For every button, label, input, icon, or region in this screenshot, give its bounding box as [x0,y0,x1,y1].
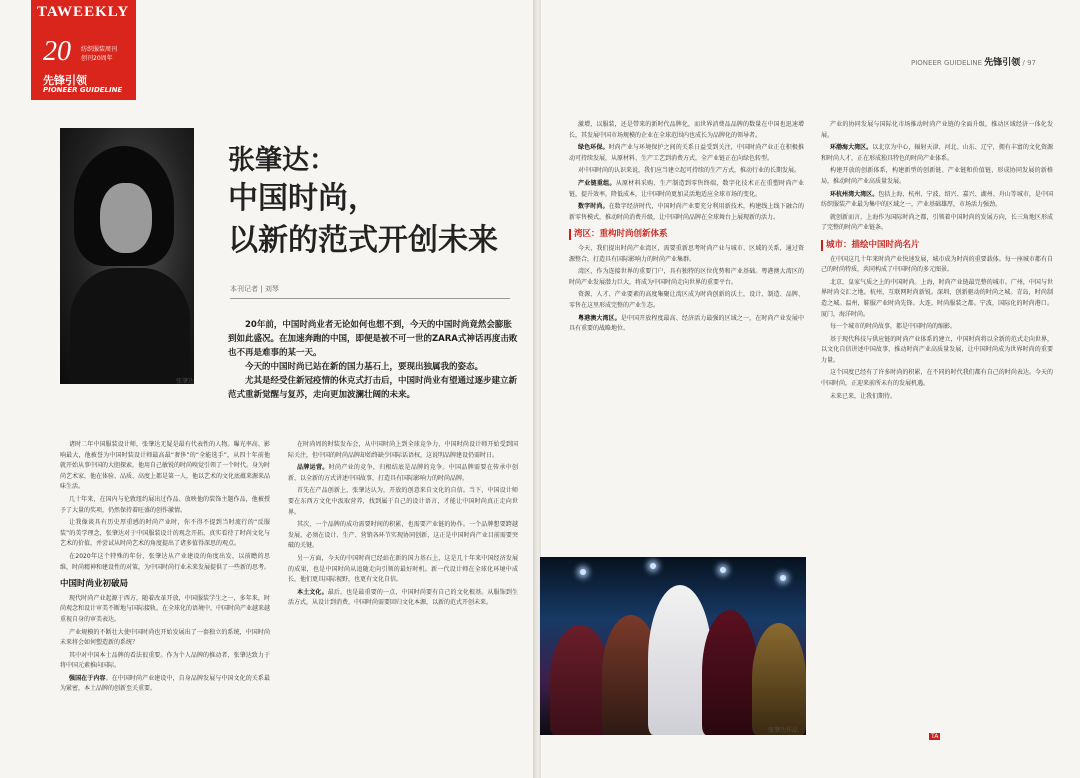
runway-photo [540,557,806,735]
body-column-3 [569,120,804,337]
article-title [228,144,498,262]
body-paragraph: 几十年来，在国内与伦敦纽约展出过作品、放映他的装饰主题作品，他被授予了大量的奖项，仍然保持着旺盛的创作激情。 [60,495,270,514]
body-paragraph [569,143,804,164]
inline-subheading: 强国在于内容 [69,674,106,682]
body-paragraph: 诸时二年中国服装设计师，张肇达无疑是最有代表性的人物。曝光率高、影响最大，他被誉为中国时装设计师最高最“奢侈”的“全能选手”，从四十年前他就开始从事中国的大胆探索，他用自己敏锐的时尚嗅觉引领了一个时代。身为时尚艺术家，他在体验、品质、高度上都是第一人，他以艺术的文化底蕴来源来品味生活。 [60,441,271,491]
inline-subheading: 环杭州湾大湾区。 [830,190,879,198]
anniversary-number: 20 [43,36,71,67]
stage-light [720,567,726,573]
body-text: 最后，也是最重要的一点，中国时尚要有自己的文化根基。从服饰到生活方式，从设计到消费，中国时尚需要回归文化本源，以新的范式开创未来。 [288,588,518,607]
body-paragraph: 产业规模的不断壮大使中国时尚也开始发展出了一套独立的系统，中国时尚未来将会如何塑造新的系统？ [60,628,270,647]
body-paragraph: 未来已来，让我们期待。 [830,392,897,400]
body-paragraph: 首先在产品创新上，张肇达认为，开放的创意来自文化的自信。当下，中国设计师要在东西方文化中汲取营养，找到属于自己的设计语言，才能让中国时尚真正走向世界。 [288,487,518,516]
body-paragraph [569,179,804,200]
body-paragraph: 这个国度已经有了许多时尚的积累，在不同的时代我们都有自己的时尚表达。今天的中国时尚，正迎来前所未有的发展机遇。 [821,369,1053,388]
photo-caption: 张肇达作品 [768,727,799,734]
body-paragraph: 就创新而言，上海作为国际时尚之都，引领着中国时尚的发展方向，长三角地区形成了完整的时尚产业链条。 [821,213,1053,232]
body-paragraph: 其中对中国本土品牌的看法很重要。作为个人品牌的推动者，张肇达致力于将中国元素推向国际。 [60,651,270,670]
inline-subheading: 产业链重组。 [578,179,616,187]
body-paragraph [821,190,1053,211]
inline-subheading: 本土文化。 [297,588,328,596]
body-paragraph: 基于现代科技与供应链的时尚产业体系的建立，中国时尚将以全新的范式走向世界，以文化自信讲述中国故事，推动时尚产业高质量发展，让中国时尚成为世界时尚的重要力量。 [821,335,1053,364]
model-figure [550,625,610,735]
stage-light [780,575,786,581]
body-column-4 [821,120,1053,404]
lead-p2: 今天的中国时尚已站在新的国力基石上，要现出独属我的姿态。 [245,362,484,372]
body-paragraph [569,314,804,335]
body-paragraph: 构建开放的创新体系，构建新型的创新链、产业链和价值链，形成协同发展的新格局，推动时尚产业高质量发展。 [821,167,1053,185]
section-heading-city: 城市：描绘中国时尚名片 [821,240,1053,251]
model-figure [752,623,806,735]
body-text: 从原材料采购、生产制造到零售终端，数字化技术正在重塑时尚产业链，提升效率，降低成本，让中国时尚更加灵活地适应全球市场的变化。 [569,179,804,198]
inline-subheading: 环渤海大湾区。 [830,144,873,152]
stage-light [650,563,656,569]
running-header-cn: 先锋引领 [984,58,1021,68]
body-column-2 [288,440,518,611]
body-paragraph [821,143,1053,164]
city-list: 北京，皇家气质之上的中国时尚。上海，时尚产业链最完整的城市。广州，中国与世界时尚交汇之地。杭州，互联网时尚新锐。深圳，创新驱动的时尚之城。青岛，时尚制造之城。温州，鞋服产业时尚先锋。大连，时尚服装之都。宁波，国际化的时尚港口。厦门，海洋时尚。 [821,278,1053,318]
lead-paragraph [228,318,518,402]
portrait-caption: 张肇达 [176,378,195,385]
section-heading-bay-area: 湾区：重构时尚创新体系 [569,229,804,240]
body-paragraph: 对中国时尚的认识来说，我们应当建立起可持续的生产方式，推动行业的长期发展。 [578,167,801,175]
brand-sub1: 纺织服装周刊 [81,46,118,53]
title-line-1: 张肇达： [228,145,336,176]
running-header [911,55,1036,68]
running-header-en: PIONEER GUIDELINE [911,59,983,67]
body-paragraph: 湾区，作为连接世界的重要门户，具有独特的区位优势和产业基础。粤港澳大湾区的时尚产业发展潜力巨大，将成为中国时尚走向世界的重要平台。 [569,268,804,286]
section-en: PIONEER GUIDELINE [43,86,123,94]
body-paragraph: 资源、人才、产业要素的高度集聚让湾区成为时尚创新的沃土，设计、制造、品牌、零售在这里形成完整的产业生态。 [569,291,804,309]
body-paragraph: 每一个城市的时尚故事，都是中国时尚的缩影。 [830,323,957,331]
brand-sub2: 创刊20周年 [81,55,113,62]
title-line-3: 以新的范式开创未来 [228,223,498,258]
body-paragraph: 激增，以服装，还是带来的新时代品牌化，而世界消费品品牌的数量在中国也迅速增长，其发展中国市场规模的企业在全球范围内也成长为品牌化的领导者。 [569,121,804,139]
left-page [0,0,537,778]
byline-author: 刘琴 [264,285,279,293]
body-paragraph: 另一方面，今天的中国时尚已经站在新的国力基石上，这是几十年来中国经济发展的成果，也是中国时尚从追随走向引领的最好时机。新一代设计师在全球化环境中成长，他们更具国际视野，也更有文化自信。 [288,554,518,584]
body-paragraph [288,463,518,484]
body-paragraph: 其次，一个品牌的成功需要时间的积累，也需要产业链的协作。一个品牌想要跨越发展，必须在设计、生产、营销各环节实现协同创新，这正是中国时尚产业目前需要突破的关键。 [288,521,518,550]
body-paragraph [60,674,270,695]
portrait-face [100,183,152,253]
brand-weekly: TAWEEKLY [37,4,130,20]
byline-prefix: 本刊记者 [230,285,258,293]
lead-p1: 20年前，中国时尚业者无论如何也想不到，今天的中国时尚竟然会膨胀到如此盛况。在加速奔跑的中国，即便是被不可一世的ZARA式神话再度击败也不再是难事的某一天。 [228,320,518,358]
body-text: 是中国开放程度最高、经济活力最强的区域之一，在时尚产业发展中具有重要的战略地位。 [569,314,804,333]
model-figure [702,610,758,735]
body-paragraph: 产业的协同发展与国际化市场推动时尚产业链的全面升级，推动区域经济一体化发展。 [821,121,1053,139]
body-paragraph: 今天，我们提出时尚产业湾区，需要重新思考时尚产业与城市、区域的关系，通过资源整合，打造具有国际影响力的时尚产业集群。 [569,244,804,263]
body-paragraph: 在中国这几十年来时尚产业快速发展，城市成为时尚的重要载体。每一座城市都有自己的时尚特质，共同构成了中国时尚的多元图景。 [821,255,1053,274]
body-paragraph [569,202,804,223]
body-paragraph: 让我像谈具有历史厚重感的时尚产业时，你不得不提到当时流行的“反服装”的美学理念，张肇达对于中国服装设计的观念开拓，真实看待了时尚文化与艺术的价值，并尝试从时尚艺术的角度提出了诸多值得深思的观点。 [60,519,270,548]
title-line-2: 中国时尚， [228,181,378,216]
body-text: 包括上海、杭州、宁波、绍兴、嘉兴、湖州、舟山等城市，是中国纺织服装产业最为集中的区域之一，产业基础雄厚，市场活力强劲。 [821,190,1053,209]
body-paragraph: 在时尚周的时装发布会，从中国时尚上到全球竞争力，中国时尚设计师开始受到国际关注，但中国的时尚品牌却始终缺少国际话语权，这说明品牌建设仍需时日。 [288,441,518,459]
lead-p3: 尤其是经受住新冠疫情的休克式打击后，中国时尚业有望通过逐步建立新范式重新觉醒与复苏，走向更加波澜壮阔的未来。 [228,376,518,400]
body-paragraph: 在2020年这个特殊的年份，张肇达从产业建设的角度出发，以前瞻的思维，时尚精神和建设性的对策，为中国时尚行业未来发展提供了一些新的思考。 [60,552,271,571]
inline-subheading: 品牌运营。 [297,464,329,472]
portrait-body [70,268,190,384]
divider [230,298,510,299]
body-text: 时尚产业的竞争，归根结底是品牌的竞争。中国品牌需要在传承中创新，以全新的方式讲述中国故事，打造具有国际影响力的时尚品牌。 [288,464,518,482]
section-cn: 先锋引领 [43,74,87,87]
end-mark-logo: TA [931,733,939,740]
page-number: / 97 [1022,59,1036,67]
body-text: 时尚产业与环境保护之间的关系日益受到关注，中国时尚产业正在积极推动可持续发展，从原材料、生产工艺到消费方式，全产业链正在向绿色转型。 [569,144,804,162]
body-paragraph [288,588,518,609]
brand-block [31,0,136,100]
body-paragraph: 现代时尚产业起源于西方，随着改革开放，中国服装学生之一，多年来，时尚观念和设计审美不断地与国际接轨。在全球化的语境中，中国时尚产业越来越重视自身的审美表达。 [60,594,271,623]
byline: 本刊记者 | 刘琴 [230,285,279,293]
inline-subheading: 数字时尚。 [578,203,609,211]
section-heading: 中国时尚业初破局 [60,579,129,590]
body-text: 在数字经济时代，中国时尚产业要充分利用新技术，构建线上线下融合的新零售模式，推动时尚消费升级，让中国时尚品牌在全球舞台上展现新的活力。 [569,203,804,221]
portrait-photo [60,128,194,384]
inline-subheading: 绿色环保。 [578,144,609,152]
inline-subheading: 粤港澳大湾区。 [578,314,621,322]
stage-light [580,569,586,575]
body-text: 。在中国时尚产业建设中，自身品牌发展与中国文化的关系最为紧密，本土品牌的创新至关重要。 [60,674,270,693]
body-text: 以北京为中心，辐射天津、河北、山东、辽宁，拥有丰富的文化资源和时尚人才，正在形成独具特色的时尚产业体系。 [821,144,1053,162]
body-column-1 [60,440,270,697]
